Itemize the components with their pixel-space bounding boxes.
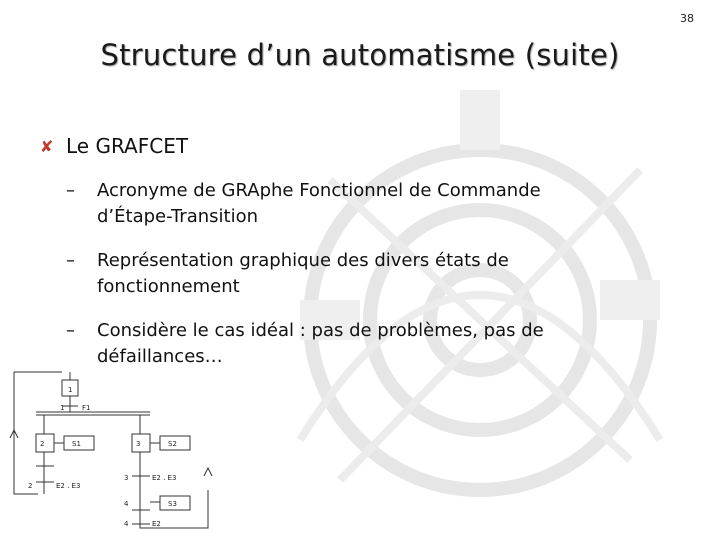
sub-item-line: défaillances…	[97, 346, 223, 367]
sub-item-line: Représentation graphique des divers états de	[97, 250, 509, 271]
cross-bullet-icon: ✘	[40, 136, 54, 156]
sub-item-line: Considère le cas idéal : pas de problèmes, pas de	[97, 320, 544, 341]
grafcet-step2-label: 2	[40, 440, 45, 448]
grafcet-trans4-label: 4	[124, 520, 129, 528]
dash-marker: –	[66, 180, 75, 201]
sub-item-acronym	[66, 178, 541, 230]
grafcet-step1-label: 1	[68, 386, 73, 394]
page-number: 38	[680, 12, 694, 25]
grafcet-cond4-label: E2	[152, 520, 161, 528]
grafcet-cond3-label: E2 . E3	[152, 474, 177, 482]
gear-watermark-illustration	[180, 60, 720, 540]
grafcet-trans2-label: 2	[28, 482, 33, 490]
slide-title: Structure d’un automatisme (suite)	[100, 38, 620, 72]
grafcet-step4-label: 4	[124, 500, 129, 508]
grafcet-step3-label: 3	[136, 440, 141, 448]
sub-item-line: fonctionnement	[97, 276, 240, 297]
grafcet-action4-label: S3	[168, 500, 177, 508]
grafcet-cond2-label: E2 . E3	[56, 482, 81, 490]
dash-marker: –	[66, 320, 75, 341]
grafcet-trans1-label: 1	[60, 404, 65, 412]
sub-item-line: d’Étape-Transition	[97, 206, 258, 227]
grafcet-trans3-label: 3	[124, 474, 129, 482]
grafcet-action3-label: S2	[168, 440, 177, 448]
bullet-label: Le GRAFCET	[66, 134, 189, 158]
sub-item-line: Acronyme de GRAphe Fonctionnel de Commande	[97, 180, 541, 201]
grafcet-action2-label: S1	[72, 440, 81, 448]
grafcet-cond1-label: F1	[82, 404, 91, 412]
dash-marker: –	[66, 250, 75, 271]
bullet-grafcet	[40, 134, 188, 158]
grafcet-diagram	[0, 366, 240, 540]
sub-item-representation	[66, 248, 509, 300]
sub-item-ideal-case	[66, 318, 544, 370]
